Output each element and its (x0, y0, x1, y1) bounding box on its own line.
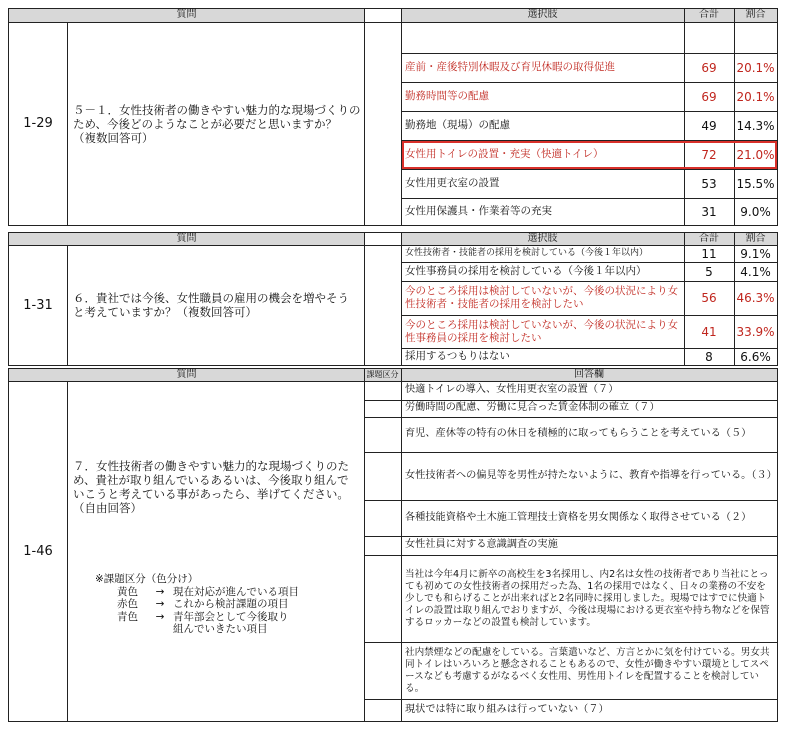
option-row: 今のところ採用は検討していないが、今後の状況により女性事務員の採用を検討したい (405, 318, 678, 344)
total-cell: 69 (701, 60, 717, 75)
ratio-cell: 15.5% (736, 176, 775, 191)
table-1-46 (8, 368, 778, 722)
legend-text: これから検討課題の項目 (173, 598, 289, 610)
ratio-cell: 20.1% (736, 89, 775, 104)
category-header: 課題区分 (364, 369, 401, 382)
total-header: 合計 (684, 9, 734, 23)
blank-header (364, 9, 401, 23)
option-row: 女性用更衣室の設置 (405, 177, 500, 189)
legend-row (117, 598, 360, 611)
ratio-header: 割合 (734, 9, 777, 23)
ratio-cell: 46.3% (736, 291, 775, 305)
ratio-cell: 4.1% (740, 264, 771, 279)
total-cell: 8 (705, 349, 713, 364)
arrow-icon: → (155, 598, 165, 610)
total-cell: 5 (705, 264, 713, 279)
total-cell: 11 (701, 246, 717, 261)
question-header: 質問 (9, 369, 364, 382)
total-cell: 53 (701, 176, 717, 191)
legend-text: 青年部会として今後取り組んでいきたい項目 (173, 610, 289, 635)
option-row: 勤務時間等の配慮 (405, 90, 489, 102)
total-cell: 72 (701, 147, 717, 162)
legend-color: 黄色 (117, 585, 138, 598)
total-cell: 41 (701, 324, 717, 339)
ratio-cell: 6.6% (740, 349, 771, 364)
question-text: ７．女性技術者の働きやすい魅力的な現場づくりのため、貴社が取り組んでいるあるいは、今後取り組んでいこうと考えている事があったら、挙げてください。（自由回答） (73, 459, 349, 515)
legend-text: 現在対応が進んでいる項目 (173, 585, 299, 598)
ratio-cell: 14.3% (736, 118, 775, 133)
question-id: 1-31 (23, 297, 53, 313)
question-text: ５－１．女性技術者の働きやすい魅力的な現場づくりのため、今後どのようなことが必要だと思いますか？ （複数回答可） (73, 102, 361, 145)
table-1-29 (8, 8, 778, 226)
ratio-cell: 33.9% (736, 324, 775, 339)
table-1-31 (8, 232, 778, 366)
answer-item: 現状では特に取り組みは行っていない（７） (405, 703, 609, 715)
ratio-cell: 9.0% (740, 204, 771, 219)
legend-row (117, 611, 360, 636)
ratio-cell: 21.0% (736, 147, 775, 162)
answer-item: 社内禁煙などの配慮をしている。言葉遣いなど、方言とかに気を付けている。男女共同トイレはいろいろと懸念されることもあるので、女性が働きやすい環境としてスペースなども考慮するがなるべく女性用、男性用トイレを配置することを検討している。 (405, 646, 770, 694)
option-row: 女性技術者・技能者の採用を検討している（今後１年以内） (405, 248, 649, 258)
answer-item: 各種技能資格や土木施工管理技士資格を男女関係なく取得させている（２） (405, 511, 752, 523)
total-header: 合計 (684, 233, 734, 246)
legend-color: 赤色 (117, 598, 138, 610)
question-id: 1-46 (23, 543, 53, 559)
legend-row (117, 586, 360, 599)
options-header: 選択肢 (401, 9, 684, 23)
options-header: 選択肢 (401, 233, 684, 246)
option-row: 女性用トイレの設置・充実（快適トイレ） (405, 148, 604, 160)
total-cell: 31 (701, 204, 717, 219)
ratio-cell: 9.1% (740, 246, 771, 261)
option-row: 産前・産後特別休暇及び育児休暇の取得促進 (405, 61, 615, 73)
total-cell: 56 (701, 291, 717, 305)
legend-title: ※課題区分（色分け） (95, 573, 199, 585)
option-row: 女性用保護具・作業着等の充実 (405, 205, 552, 217)
ratio-header: 割合 (734, 233, 777, 246)
total-cell: 69 (701, 89, 717, 104)
legend (95, 573, 360, 636)
answer-item: 女性技術者への偏見等を男性が持たないように、教育や指導を行っている。（３） (405, 469, 777, 481)
option-row: 今のところ採用は検討していないが、今後の状況により女性技術者・技能者の採用を検討したい (405, 285, 678, 310)
total-cell: 49 (701, 118, 717, 133)
question-header: 質問 (9, 9, 364, 23)
arrow-icon: → (155, 585, 165, 598)
option-row: 女性事務員の採用を検討している（今後１年以内） (405, 265, 647, 277)
answer-item: 労働時間の配慮、労働に見合った賃金体制の確立（７） (405, 402, 660, 414)
answers-header: 回答欄 (401, 369, 777, 382)
arrow-icon: → (155, 610, 165, 623)
answer-item: 女性社員に対する意識調査の実施 (405, 539, 558, 551)
option-row: 勤務地（現場）の配慮 (405, 119, 510, 131)
highlight-box (402, 141, 777, 169)
legend-color: 青色 (117, 610, 138, 623)
option-row: 採用するつもりはない (405, 350, 510, 362)
answer-item: 当社は今年4月に新卒の高校生を3名採用し、内2名は女性の技術者であり当社にとっても初めての女性技術者の採用だった為、1名の採用ではなく、日々の業務の不安を少しでも和らげることが出来ればと2名同時に採用しました。現場ではすでに快適トイレの設置は取り組んでおりますが、今後は現場における更衣室や持ち物などを保管するロッカーなどの設置も検討しています。 (405, 568, 770, 628)
question-text: ６．貴社では今後、女性職員の雇用の機会を増やそうと考えていますか？（複数回答可） (73, 291, 349, 319)
ratio-cell: 20.1% (736, 60, 775, 75)
answer-item: 快適トイレの導入、女性用更衣室の設置（７） (405, 384, 619, 396)
question-header: 質問 (9, 233, 364, 246)
answer-item: 育児、産休等の特有の休日を積極的に取ってもらうことを考えている（５） (405, 428, 752, 440)
question-id: 1-29 (23, 116, 53, 131)
